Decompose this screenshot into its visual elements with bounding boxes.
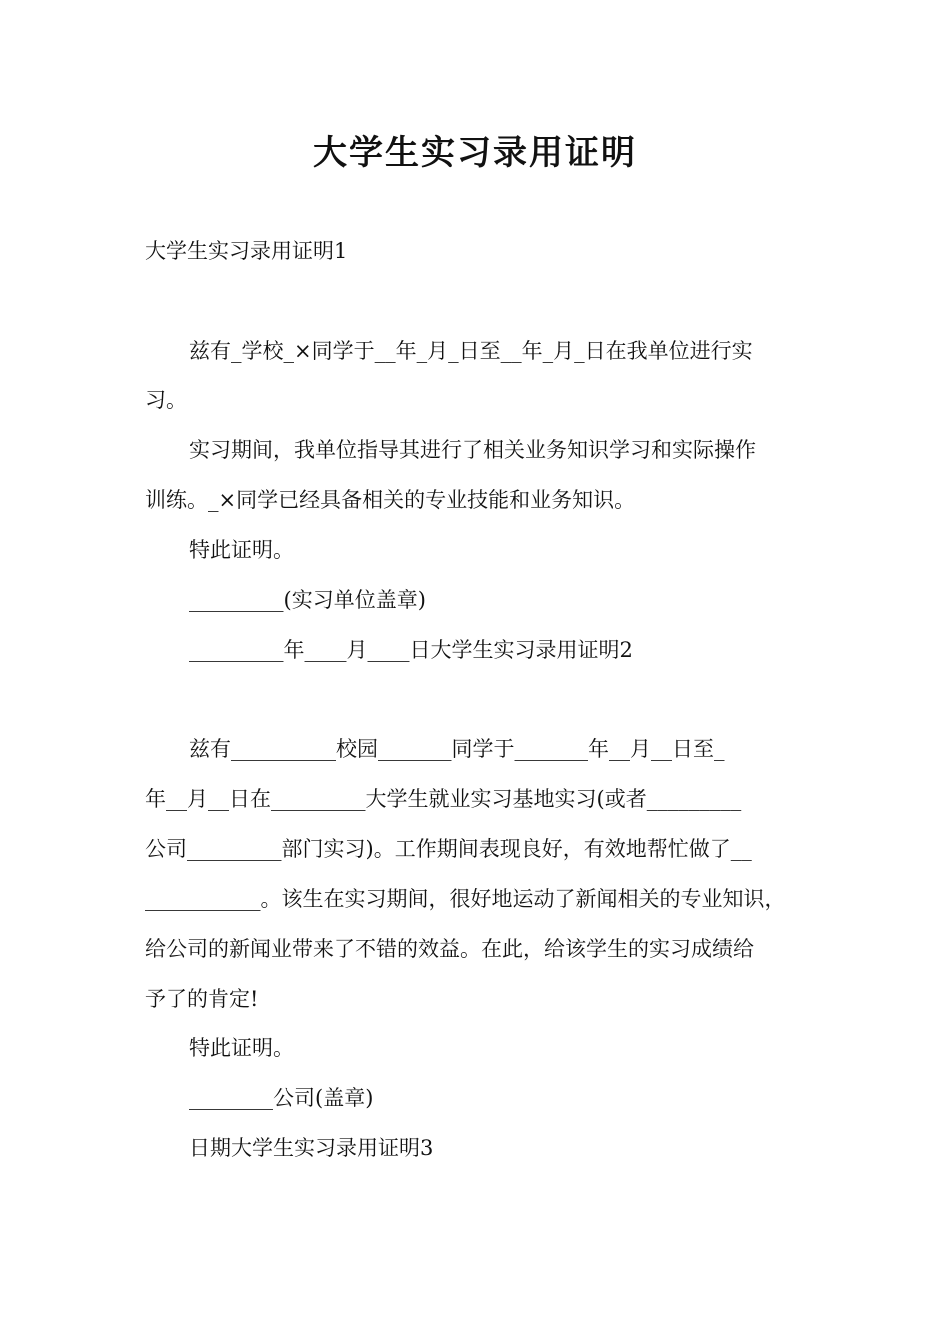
paragraph-line: 兹有_学校_×同学于__年_月_日至__年_月_日在我单位进行实 — [189, 339, 753, 363]
paragraph-line: ___________。该生在实习期间，很好地运动了新闻相关的专业知识， — [145, 887, 786, 911]
date-line: 日期大学生实习录用证明3 — [189, 1136, 434, 1160]
paragraph-line: 予了的肯定! — [145, 987, 259, 1011]
seal-line: ________公司(盖章) — [189, 1086, 374, 1110]
paragraph-line: 习。 — [145, 388, 187, 412]
paragraph-line: 训练。_×同学已经具备相关的专业技能和业务知识。 — [145, 488, 636, 512]
document-title: 大学生实习录用证明 — [313, 133, 637, 173]
paragraph-line: 兹有__________校园_______同学于_______年__月__日至_ — [189, 737, 725, 761]
seal-line: _________(实习单位盖章) — [189, 588, 426, 612]
paragraph-line: 公司_________部门实习)。工作期间表现良好，有效地帮忙做了__ — [145, 837, 752, 861]
section-heading-1: 大学生实习录用证明1 — [145, 239, 348, 263]
certify-text: 特此证明。 — [189, 1036, 294, 1060]
paragraph-line: 实习期间，我单位指导其进行了相关业务知识学习和实际操作 — [189, 438, 756, 462]
date-line: _________年____月____日大学生实习录用证明2 — [189, 638, 633, 662]
certify-text: 特此证明。 — [189, 538, 294, 562]
paragraph-line: 给公司的新闻业带来了不错的效益。在此，给该学生的实习成绩给 — [145, 937, 754, 961]
paragraph-line: 年__月__日在_________大学生就业实习基地实习(或者_________ — [145, 787, 742, 811]
